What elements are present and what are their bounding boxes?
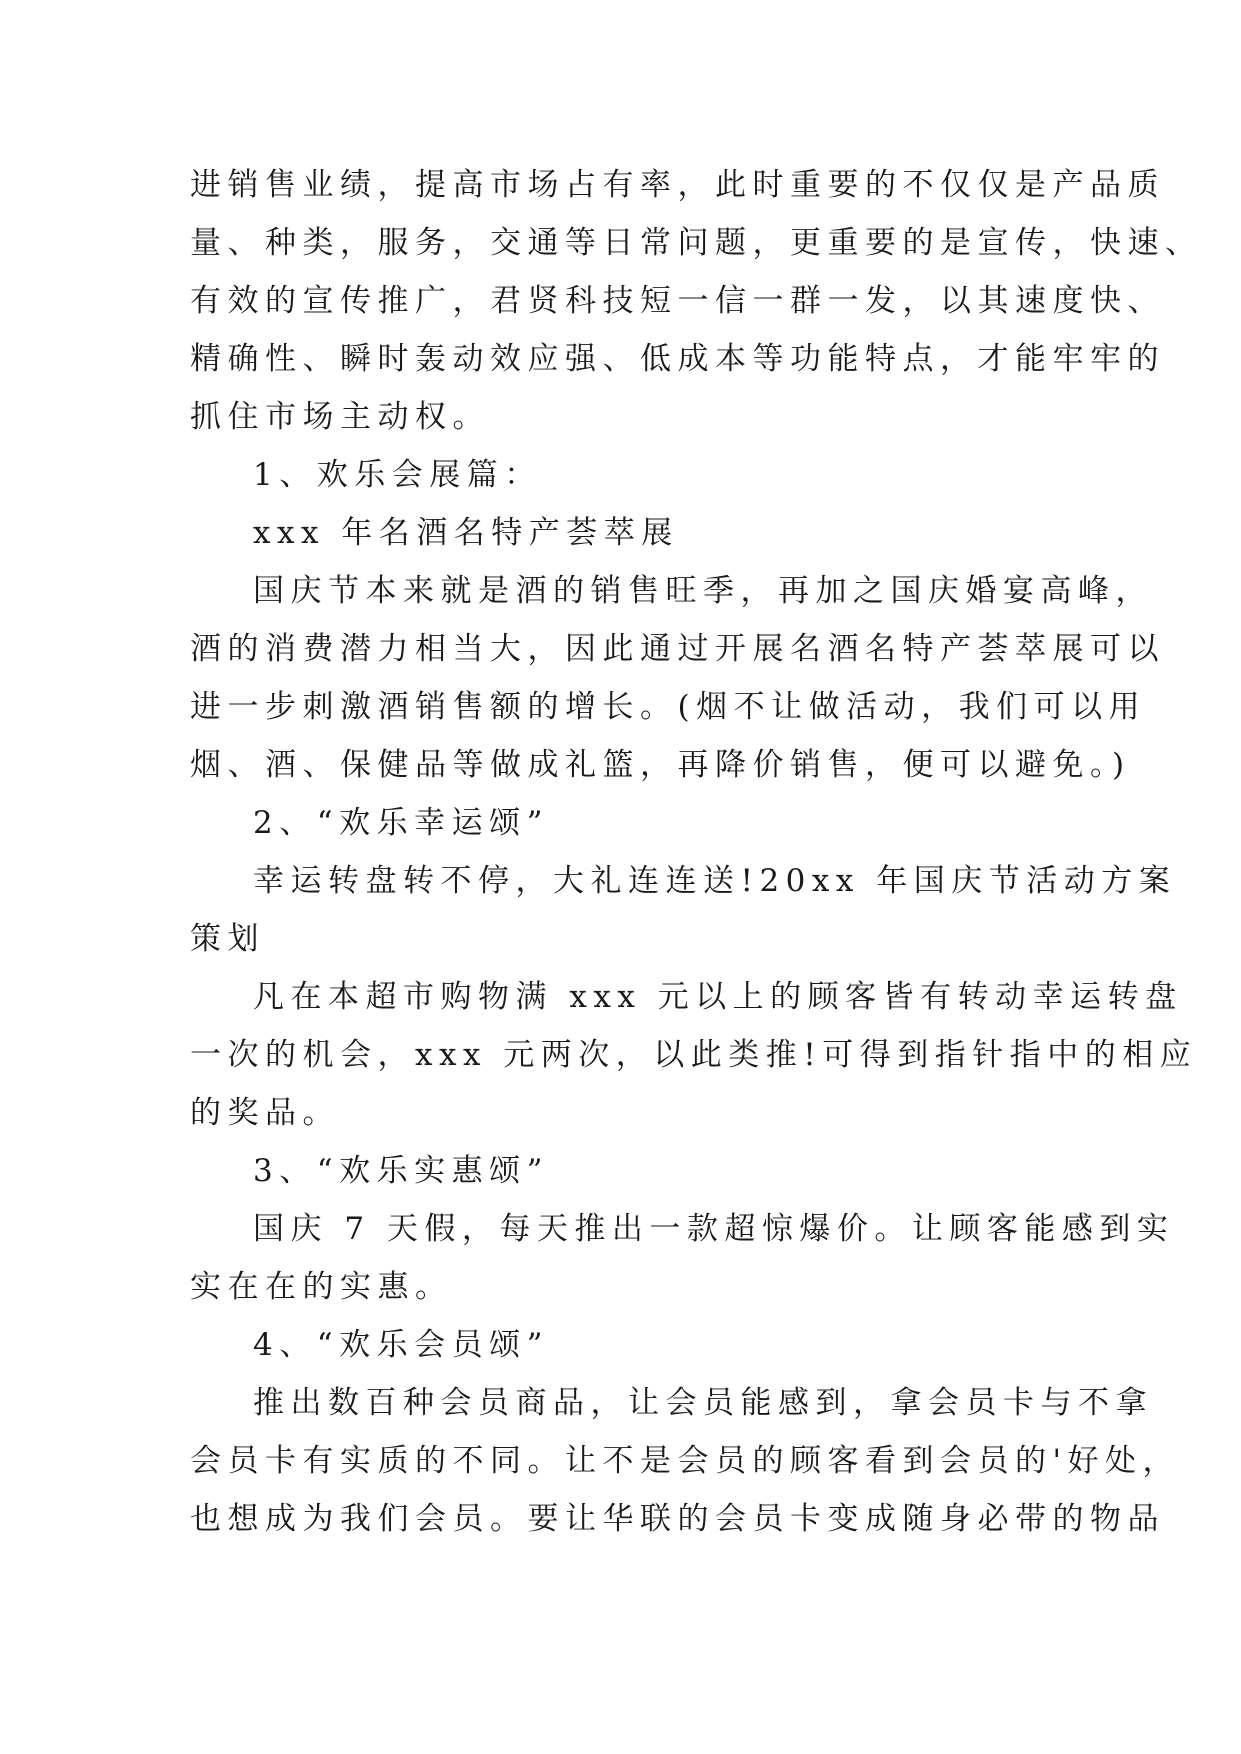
body-text-line: 国庆 7 天假，每天推出一款超惊爆价。让顾客能感到实 (253, 1211, 1175, 1247)
body-text-line: 进一步刺激酒销售额的增长。(烟不让做活动，我们可以用 (190, 689, 1147, 725)
body-text-line: 量、种类，服务，交通等日常问题，更重要的是宣传，快速、 (190, 225, 1203, 261)
body-text-line: 烟、酒、保健品等做成礼篮，再降价销售，便可以避免。) (190, 747, 1131, 783)
body-text-line: 精确性、瞬时轰动效应强、低成本等功能特点，才能牢牢的 (190, 341, 1165, 377)
body-text-line: 会员卡有实质的不同。让不是会员的顾客看到会员的'好处， (190, 1443, 1181, 1479)
section-heading: 3、“欢乐实惠颂” (253, 1153, 549, 1189)
body-text-line: 策划 (190, 921, 265, 957)
body-text-line: 有效的宣传推广，君贤科技短一信一群一发，以其速度快、 (190, 283, 1165, 319)
body-text-line: 酒的消费潜力相当大，因此通过开展名酒名特产荟萃展可以 (190, 631, 1165, 667)
subheading: xxx 年名酒名特产荟萃展 (253, 515, 679, 551)
body-text-line: 推出数百种会员商品，让会员能感到，拿会员卡与不拿 (253, 1385, 1153, 1421)
section-heading: 2、“欢乐幸运颂” (253, 805, 549, 841)
body-text-line: 的奖品。 (190, 1095, 340, 1131)
body-text-line: 也想成为我们会员。要让华联的会员卡变成随身必带的物品 (190, 1501, 1165, 1537)
body-text-line: 国庆节本来就是酒的销售旺季，再加之国庆婚宴高峰， (253, 573, 1153, 609)
body-text-line: 凡在本超市购物满 xxx 元以上的顾客皆有转动幸运转盘 (253, 979, 1183, 1015)
body-text-line: 实在在的实惠。 (190, 1269, 453, 1305)
body-text-line: 幸运转盘转不停，大礼连连送!20xx 年国庆节活动方案 (253, 863, 1177, 899)
body-text-line: 进销售业绩，提高市场占有率，此时重要的不仅仅是产品质 (190, 167, 1165, 203)
section-heading: 1、欢乐会展篇： (253, 457, 542, 493)
section-heading: 4、“欢乐会员颂” (253, 1327, 549, 1363)
body-text-line: 一次的机会，xxx 元两次，以此类推!可得到指针指中的相应 (190, 1037, 1198, 1073)
body-text-line: 抓住市场主动权。 (190, 399, 490, 435)
